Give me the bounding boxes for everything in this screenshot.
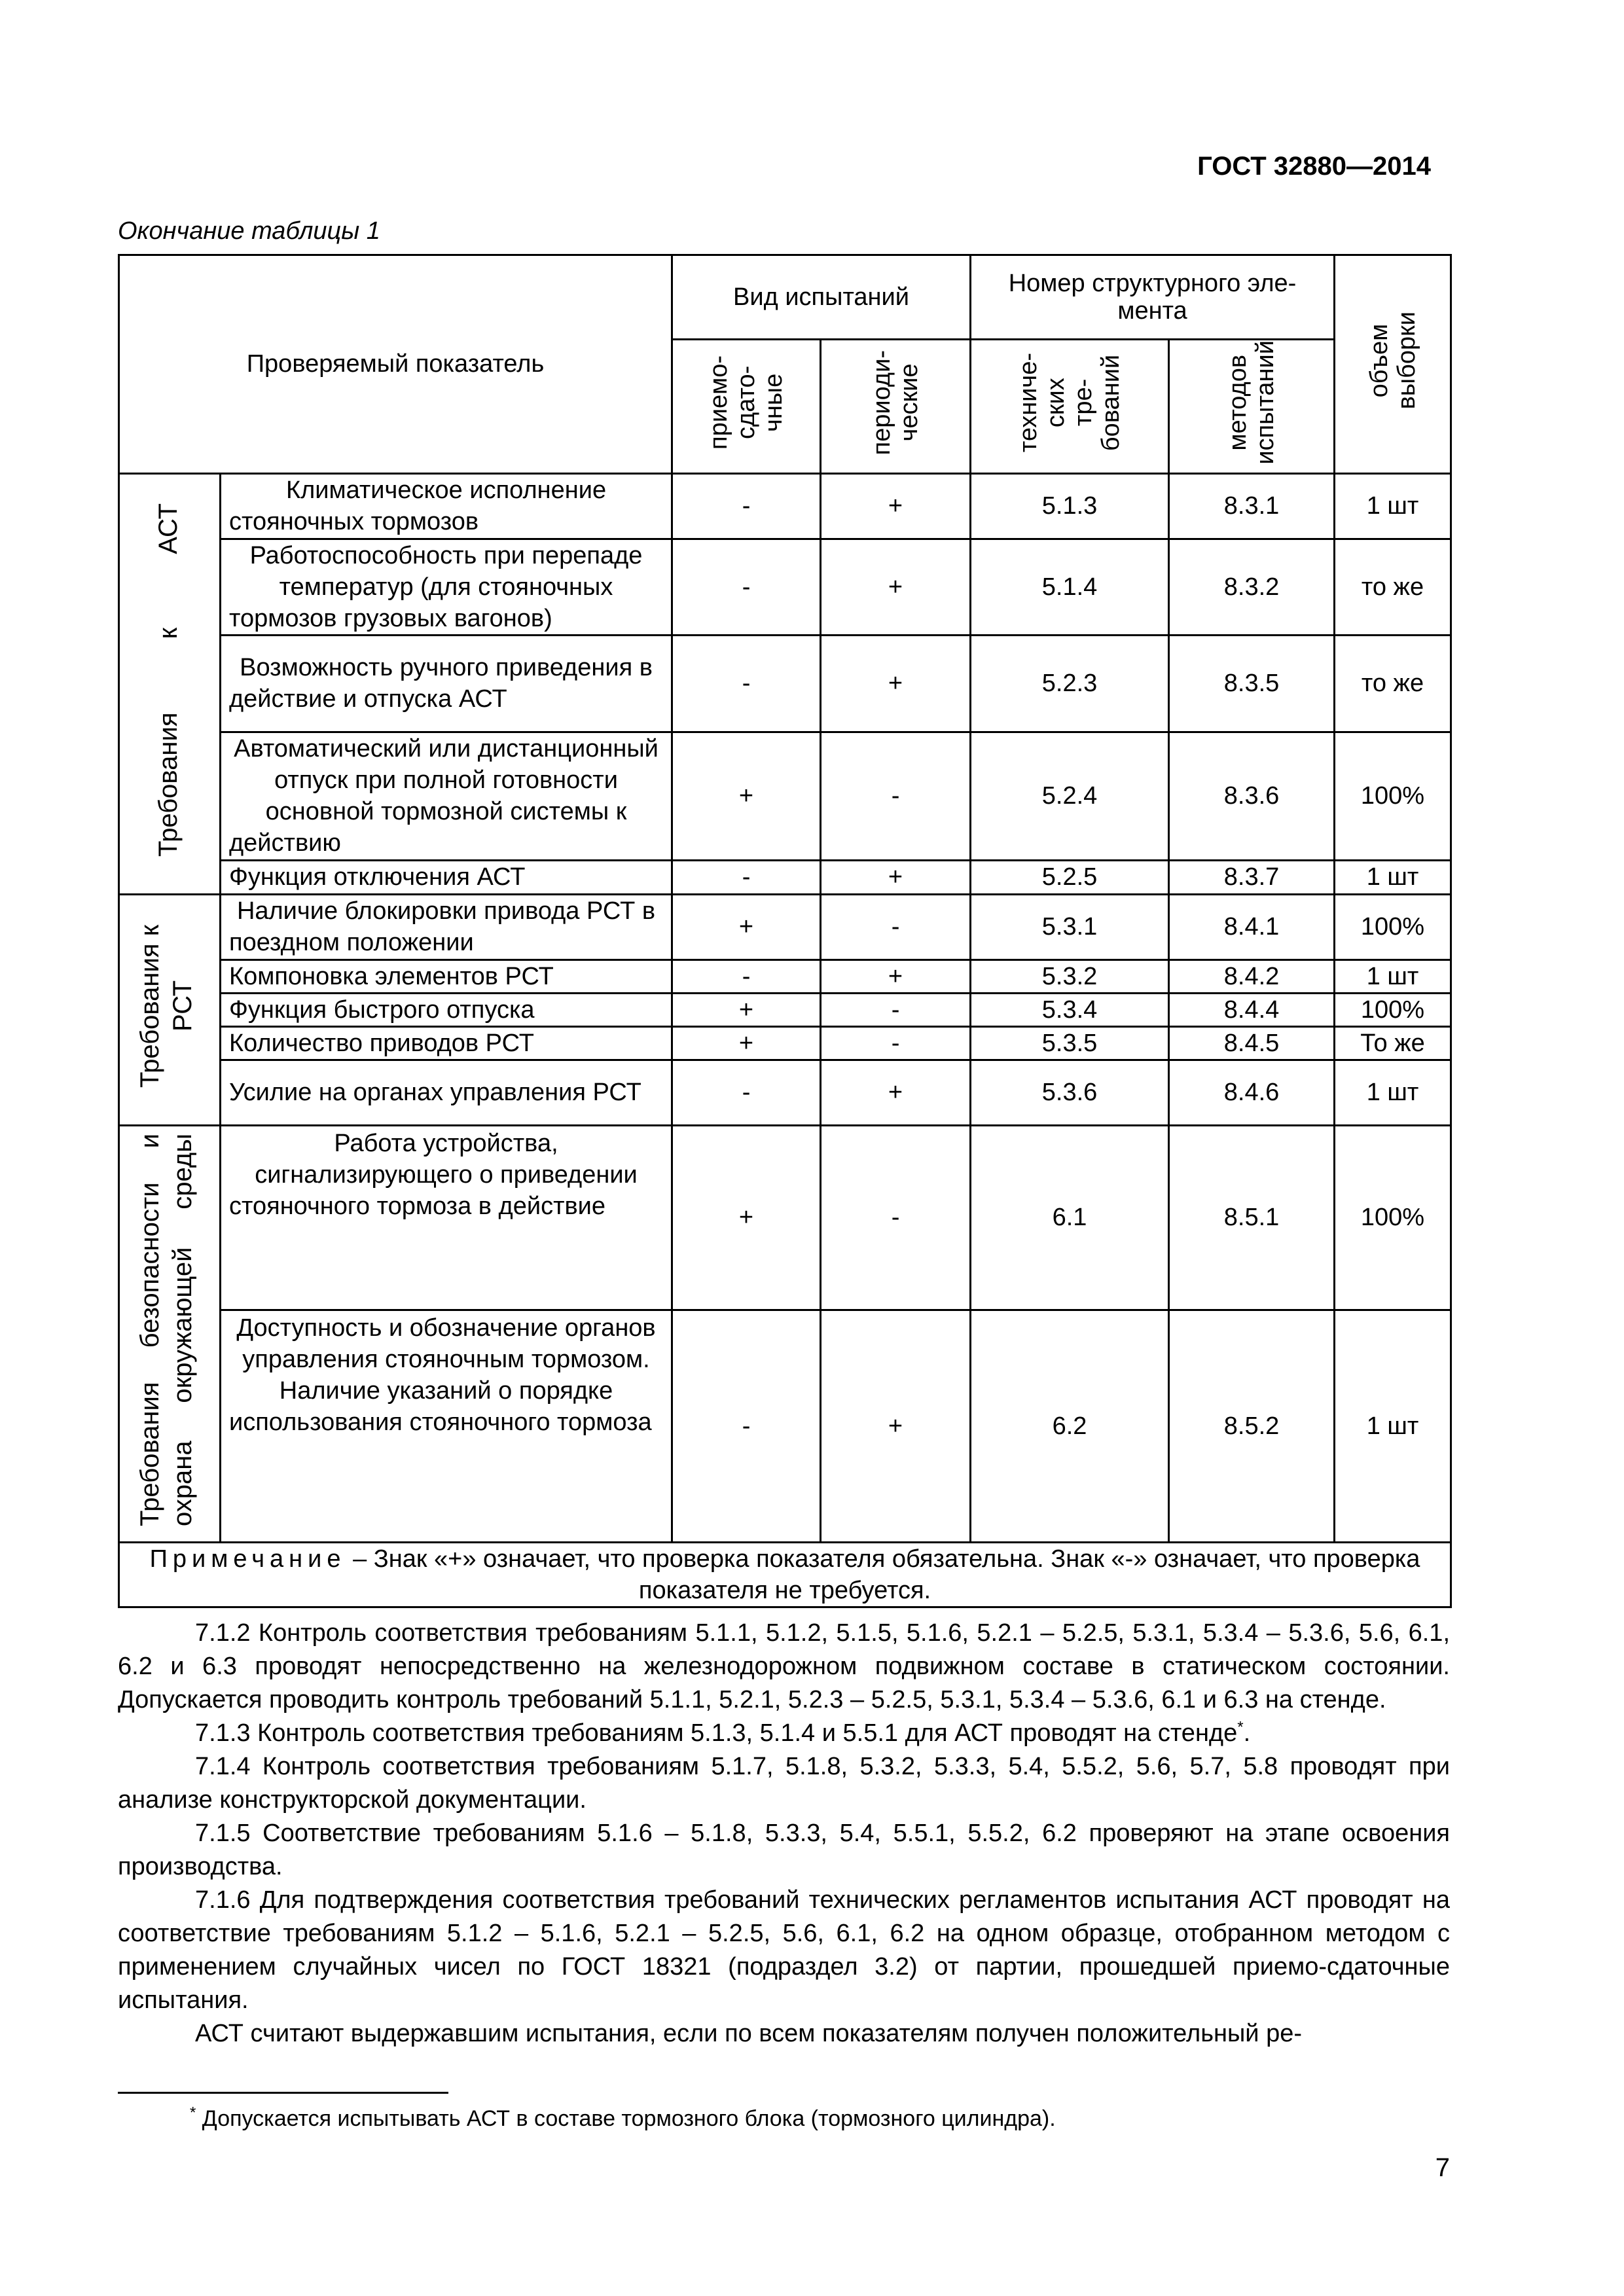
table-row: [119, 1026, 1451, 1060]
test-method-cell: 8.3.7: [1169, 860, 1335, 894]
test-type-header: Вид испытаний: [672, 255, 971, 340]
group-cell-ast: [119, 473, 221, 894]
test-method-cell: 8.4.4: [1169, 993, 1335, 1026]
requirements-table: [118, 254, 1452, 1608]
table-header-row-1: [119, 255, 1451, 340]
test-method-cell: 8.3.5: [1169, 635, 1335, 732]
tech-req-cell: 5.3.5: [971, 1026, 1169, 1060]
acceptance-cell: +: [672, 1026, 821, 1060]
sample-cell: То же: [1335, 1026, 1451, 1060]
acceptance-cell: -: [672, 635, 821, 732]
tech-req-cell: 6.2: [971, 1310, 1169, 1542]
footnote-mark: *: [190, 2104, 196, 2122]
tech-req-cell: 5.3.2: [971, 960, 1169, 993]
sample-cell: то же: [1335, 635, 1451, 732]
acceptance-cell: -: [672, 539, 821, 635]
indicator-cell: Работоспособность при перепаде температур (для стояночных тормозов грузовых вагонов): [221, 539, 672, 635]
periodic-cell: -: [821, 732, 971, 860]
acceptance-cell: +: [672, 732, 821, 860]
acceptance-cell: +: [672, 993, 821, 1026]
indicator-cell: Усилие на органах управления РСТ: [221, 1060, 672, 1125]
indicator-cell: Доступность и обозначение органов управления стояночным тормозом. Наличие указаний о порядке использования стояночного тормоза: [221, 1310, 672, 1542]
test-method-cell: 8.3.2: [1169, 539, 1335, 635]
acceptance-cell: +: [672, 894, 821, 960]
indicator-cell: Количество приводов РСТ: [221, 1026, 672, 1060]
tech-req-cell: 5.3.1: [971, 894, 1169, 960]
acceptance-cell: -: [672, 860, 821, 894]
sample-cell: 100%: [1335, 732, 1451, 860]
tech-req-cell: 6.1: [971, 1125, 1169, 1310]
note-label: Примечание: [149, 1545, 346, 1573]
paragraph-7-1-5: 7.1.5 Соответствие требованиям 5.1.6 – 5.1.8, 5.3.3, 5.4, 5.5.1, 5.5.2, 6.2 проверяют на этапе освоения производства.: [118, 1820, 1450, 1880]
sample-cell: 100%: [1335, 1125, 1451, 1310]
table-row: [119, 960, 1451, 993]
acceptance-cell: -: [672, 473, 821, 539]
indicator-cell: Климатическое исполнение стояночных тормозов: [221, 473, 672, 539]
tech-req-cell: 5.2.5: [971, 860, 1169, 894]
table-row: [119, 894, 1451, 960]
periodic-header: периоди- ческие: [868, 350, 924, 456]
periodic-cell: +: [821, 1310, 971, 1542]
test-method-cell: 8.5.2: [1169, 1310, 1335, 1542]
tech-req-header: техниче- ских тре- бований: [1015, 352, 1125, 452]
acceptance-cell: -: [672, 960, 821, 993]
body-text: [118, 1617, 1450, 2051]
footnote-text: Допускается испытывать АСТ в составе тормозного блока (тормозного цилиндра).: [202, 2106, 1056, 2131]
periodic-cell: +: [821, 539, 971, 635]
acceptance-header-cell: [672, 340, 821, 474]
indicator-cell: Наличие блокировки привода РСТ в поездном положении: [221, 894, 672, 960]
periodic-cell: -: [821, 993, 971, 1026]
paragraph-7-1-4: 7.1.4 Контроль соответствия требованиям 5.1.7, 5.1.8, 5.3.2, 5.3.3, 5.4, 5.5.2, 5.6, 5.7, 5.8 проводят при анализе конструкторской документации.: [118, 1753, 1450, 1814]
indicator-cell: Автоматический или дистанционный отпуск при полной готовности основной тормозной системы к действию: [221, 732, 672, 860]
page-number: 7: [1435, 2153, 1450, 2182]
tech-req-cell: 5.1.4: [971, 539, 1169, 635]
footnote-divider: [118, 2092, 448, 2094]
acceptance-cell: -: [672, 1310, 821, 1542]
footnote-reference: *: [1237, 1718, 1244, 1736]
test-methods-header-cell: [1169, 340, 1335, 474]
table-caption: Окончание таблицы 1: [118, 217, 380, 245]
note-text: – Знак «+» означает, что проверка показателя обязательна. Знак «-» означает, что проверка показателя не требуется.: [346, 1545, 1420, 1604]
sample-cell: 1 шт: [1335, 1060, 1451, 1125]
periodic-cell: -: [821, 1125, 971, 1310]
test-method-cell: 8.4.1: [1169, 894, 1335, 960]
test-method-cell: 8.3.1: [1169, 473, 1335, 539]
indicator-cell: Функция отключения АСТ: [221, 860, 672, 894]
acceptance-header: приемо- сдато- чные: [705, 355, 788, 450]
sample-cell: 100%: [1335, 894, 1451, 960]
test-method-cell: 8.4.5: [1169, 1026, 1335, 1060]
acceptance-cell: -: [672, 1060, 821, 1125]
group-label-ast: Требования к АСТ: [154, 503, 183, 857]
indicator-cell: Возможность ручного приведения в действие и отпуска АСТ: [221, 635, 672, 732]
group-cell-rst: [119, 894, 221, 1125]
sample-cell: 1 шт: [1335, 960, 1451, 993]
periodic-cell: +: [821, 635, 971, 732]
paragraph-7-1-6: 7.1.6 Для подтверждения соответствия требований технических регламентов испытания АСТ проводят на соответствие требованиям 5.1.2 – 5.1.6, 5.2.1 – 5.2.5, 5.6, 6.1, 6.2 на одном образце, отобранном методом с применением случайных чисел по ГОСТ 18321 (подраздел 3.2) от партии, прошедшей приемо-сдаточные испытания.: [118, 1886, 1450, 2014]
tech-req-cell: 5.3.6: [971, 1060, 1169, 1125]
periodic-cell: -: [821, 894, 971, 960]
periodic-cell: +: [821, 1060, 971, 1125]
document-code-header: ГОСТ 32880—2014: [1197, 152, 1431, 181]
tech-req-header-cell: [971, 340, 1169, 474]
table-row: [119, 1125, 1451, 1310]
tech-req-cell: 5.3.4: [971, 993, 1169, 1026]
periodic-header-cell: [821, 340, 971, 474]
test-method-cell: 8.4.2: [1169, 960, 1335, 993]
group-label-safety: Требования безопасности и охрана окружающей среды: [135, 1133, 197, 1526]
tech-req-cell: 5.1.3: [971, 473, 1169, 539]
table-row: [119, 860, 1451, 894]
sample-header: объем выборки: [1365, 311, 1420, 410]
paragraph-7-1-2: 7.1.2 Контроль соответствия требованиям 5.1.1, 5.1.2, 5.1.5, 5.1.6, 5.2.1 – 5.2.5, 5.3.1, 5.3.4 – 5.3.6, 5.6, 6.1, 6.2 и 6.3 проводят непосредственно на железнодорожном подвижном составе в статическом состоянии. Допускается проводить контроль требований 5.1.1, 5.2.1, 5.2.3 – 5.2.5, 5.3.1, 5.3.4 – 5.3.6, 6.1 и 6.3 на стенде.: [118, 1619, 1450, 1713]
table-row: [119, 635, 1451, 732]
table-row: [119, 1060, 1451, 1125]
periodic-cell: +: [821, 473, 971, 539]
table-row: [119, 1310, 1451, 1542]
paragraph-7-1-3: 7.1.3 Контроль соответствия требованиям 5.1.3, 5.1.4 и 5.5.1 для АСТ проводят на стенде*.: [195, 1718, 1251, 1747]
indicator-cell: Компоновка элементов РСТ: [221, 960, 672, 993]
indicator-header: Проверяемый показатель: [119, 255, 672, 474]
sample-cell: то же: [1335, 539, 1451, 635]
periodic-cell: +: [821, 960, 971, 993]
table-row: [119, 993, 1451, 1026]
test-method-cell: 8.5.1: [1169, 1125, 1335, 1310]
footnote: [190, 2106, 1056, 2132]
paragraph-7-1-3-text: 7.1.3 Контроль соответствия требованиям 5.1.3, 5.1.4 и 5.5.1 для АСТ проводят на стенде: [195, 1719, 1238, 1747]
group-label-rst: Требования к РСТ: [135, 924, 197, 1088]
indicator-cell: Работа устройства, сигнализирующего о приведении стояночного тормоза в действие: [221, 1125, 672, 1310]
test-method-cell: 8.4.6: [1169, 1060, 1335, 1125]
table-note: [119, 1542, 1451, 1607]
acceptance-cell: +: [672, 1125, 821, 1310]
table-row: [119, 732, 1451, 860]
tech-req-cell: 5.2.4: [971, 732, 1169, 860]
table-row: [119, 473, 1451, 539]
tech-req-cell: 5.2.3: [971, 635, 1169, 732]
periodic-cell: +: [821, 860, 971, 894]
table-row: [119, 539, 1451, 635]
table-note-row: [119, 1542, 1451, 1607]
sample-cell: 1 шт: [1335, 473, 1451, 539]
indicator-cell: Функция быстрого отпуска: [221, 993, 672, 1026]
sample-cell: 100%: [1335, 993, 1451, 1026]
test-methods-header: методов испытаний: [1224, 340, 1280, 465]
periodic-cell: -: [821, 1026, 971, 1060]
sample-header-cell: [1335, 255, 1451, 474]
paragraph-conclusion: АСТ считают выдержавшим испытания, если по всем показателям получен положительный ре-: [195, 2020, 1302, 2047]
sample-cell: 1 шт: [1335, 1310, 1451, 1542]
sample-cell: 1 шт: [1335, 860, 1451, 894]
group-cell-safety: [119, 1125, 221, 1542]
test-method-cell: 8.3.6: [1169, 732, 1335, 860]
structure-element-header: Номер структурного эле- мента: [971, 255, 1335, 340]
